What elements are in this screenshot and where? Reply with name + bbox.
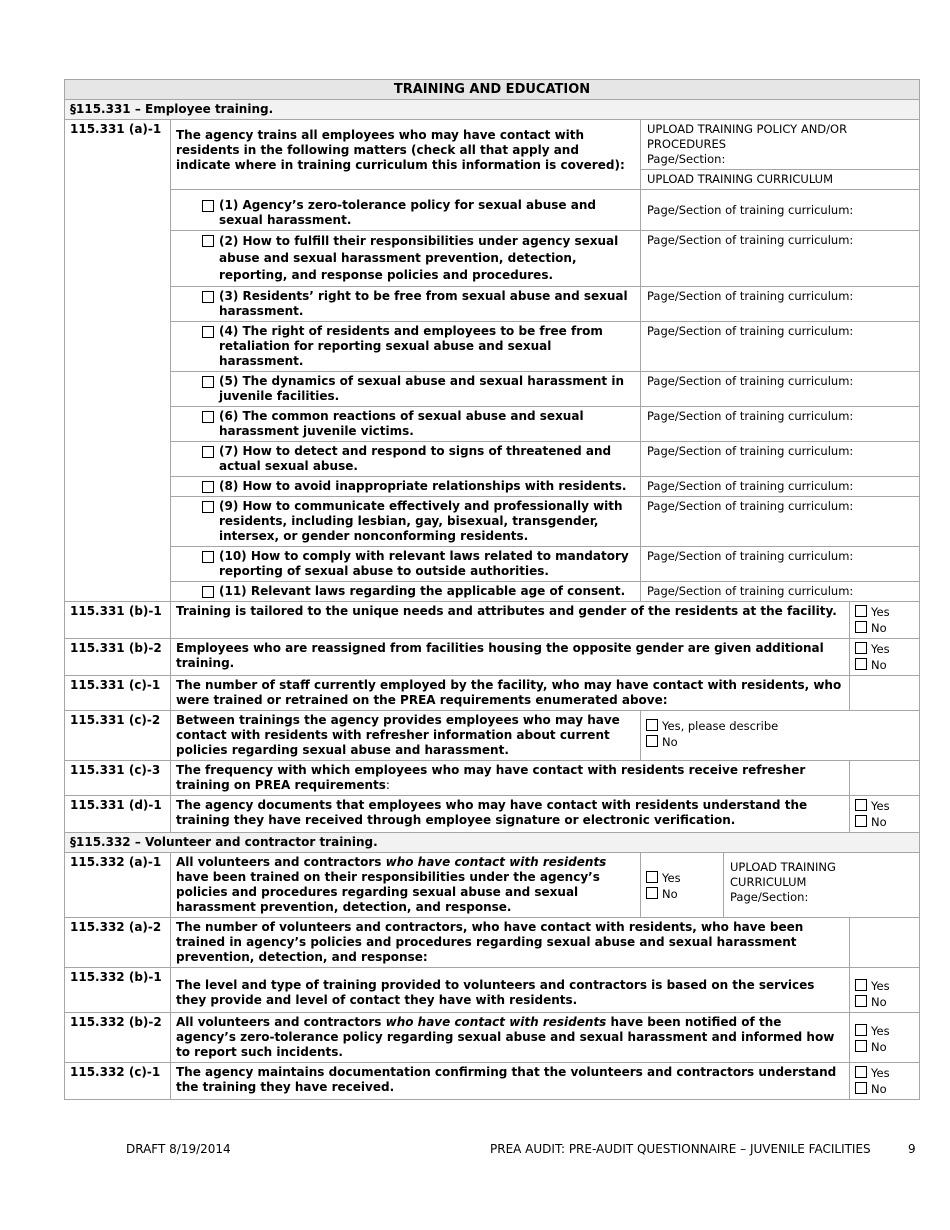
yes-label: Yes: [871, 799, 890, 813]
question-row-331-b1: [65, 602, 920, 639]
yes-describe-label: Yes, please describe: [662, 719, 779, 733]
question-row-331-d1: [65, 796, 920, 833]
item-text: (6) The common reactions of sexual abuse and sexual harassment juvenile victims.: [219, 409, 584, 438]
no-label: No: [871, 1082, 887, 1096]
checkbox[interactable]: [202, 235, 214, 247]
checkbox[interactable]: [202, 326, 214, 338]
answer-field[interactable]: [850, 761, 920, 796]
no-checkbox[interactable]: [646, 735, 658, 747]
question-row-332-a1: [65, 853, 920, 918]
curriculum-page-label: Page/Section of training curriculum:: [641, 497, 920, 547]
curriculum-page-label: Page/Section of training curriculum:: [641, 477, 920, 497]
item-text: (2) How to fulfill their responsibilities under agency sexual abuse and sexual harassment prevention, detection, reporting, and response policies and procedures.: [219, 234, 619, 282]
section-heading-332: §115.332 – Volunteer and contractor training.: [65, 833, 920, 853]
yes-no-cell: [850, 639, 920, 676]
question-text: The agency trains all employees who may have contact with residents in the following matters (check all that apply and indicate where in training curriculum this information is covered):: [171, 120, 641, 190]
question-text: Between trainings the agency provides employees who may have contact with residents with refresher information about current policies regarding sexual abuse and harassment.: [171, 711, 641, 761]
training-table: [64, 79, 920, 1100]
question-id: 115.331 (c)-3: [65, 761, 171, 796]
no-checkbox[interactable]: [855, 815, 867, 827]
item-row: [65, 497, 920, 547]
checkbox[interactable]: [202, 291, 214, 303]
curriculum-page-label: Page/Section of training curriculum:: [641, 231, 920, 287]
footer-draft: DRAFT 8/19/2014: [126, 1142, 231, 1156]
answer-field[interactable]: [850, 676, 920, 711]
item-row: [65, 322, 920, 372]
no-label: No: [871, 995, 887, 1009]
curriculum-page-label: Page/Section of training curriculum:: [641, 190, 920, 231]
item-text: (10) How to comply with relevant laws related to mandatory reporting of sexual abuse to outside authorities.: [219, 549, 629, 578]
yes-no-cell: [850, 602, 920, 639]
page-section-label: Page/Section:: [730, 890, 809, 904]
item-row: [65, 231, 920, 287]
no-label: No: [871, 621, 887, 635]
item-row: [65, 442, 920, 477]
yes-checkbox[interactable]: [855, 642, 867, 654]
no-checkbox[interactable]: [646, 887, 658, 899]
item-text: (3) Residents’ right to be free from sexual abuse and sexual harassment.: [219, 289, 628, 318]
question-row-332-a2: [65, 918, 920, 968]
section-heading-331: §115.331 – Employee training.: [65, 100, 920, 120]
question-text-part: have been trained on their responsibilities under the agency’s policies and procedures regarding sexual abuse and sexual harassment prevention, detection, and response.: [176, 870, 600, 914]
yes-label: Yes: [871, 605, 890, 619]
upload-cell: [724, 853, 920, 918]
no-checkbox[interactable]: [855, 621, 867, 633]
item-row: [65, 372, 920, 407]
checkbox[interactable]: [202, 200, 214, 212]
checkbox[interactable]: [202, 376, 214, 388]
question-text-emphasis: who have contact with residents: [385, 855, 607, 869]
question-text: The number of volunteers and contractors, who have contact with residents, who have been trained in agency’s policies and procedures regarding sexual abuse and sexual harassment prevention, detection, and response:: [171, 918, 850, 968]
curriculum-page-label: Page/Section of training curriculum:: [641, 582, 920, 602]
question-text: The agency maintains documentation confirming that the volunteers and contractors understand the training they have received.: [171, 1063, 850, 1100]
curriculum-page-label: Page/Section of training curriculum:: [641, 547, 920, 582]
item-row: [65, 547, 920, 582]
question-text: Training is tailored to the unique needs and attributes and gender of the residents at the facility.: [171, 602, 850, 639]
yes-no-cell: [850, 1063, 920, 1100]
curriculum-page-label: Page/Section of training curriculum:: [641, 372, 920, 407]
item-row: [65, 477, 920, 497]
question-row-332-b1: [65, 968, 920, 1013]
question-id: 115.331 (d)-1: [65, 796, 171, 833]
answer-field[interactable]: [850, 918, 920, 968]
question-id: 115.331 (c)-2: [65, 711, 171, 761]
yes-checkbox[interactable]: [855, 979, 867, 991]
question-text: [171, 1013, 850, 1063]
upload-cell: [641, 120, 920, 190]
question-text: The agency documents that employees who may have contact with residents understand the training they have received through employee signature or electronic verification.: [171, 796, 850, 833]
section-title: TRAINING AND EDUCATION: [65, 80, 920, 100]
yes-checkbox[interactable]: [646, 719, 658, 731]
question-text-part: All volunteers and contractors: [176, 1015, 386, 1029]
question-row-332-c1: [65, 1063, 920, 1100]
question-text: The level and type of training provided to volunteers and contractors is based on the services they provide and level of contact they have with residents.: [171, 968, 850, 1013]
yes-label: Yes: [871, 642, 890, 656]
yes-checkbox[interactable]: [855, 605, 867, 617]
yes-label: Yes: [662, 871, 681, 885]
no-checkbox[interactable]: [855, 1040, 867, 1052]
curriculum-page-label: Page/Section of training curriculum:: [641, 442, 920, 477]
question-text: [171, 853, 641, 918]
question-id: 115.331 (a)-1: [65, 120, 171, 190]
question-row-331-b2: [65, 639, 920, 676]
checkbox[interactable]: [202, 411, 214, 423]
yes-checkbox[interactable]: [855, 1066, 867, 1078]
item-text: (7) How to detect and respond to signs of threatened and actual sexual abuse.: [219, 444, 612, 473]
question-row-331-c3: [65, 761, 920, 796]
yes-checkbox[interactable]: [646, 871, 658, 883]
yes-label: Yes: [871, 979, 890, 993]
no-checkbox[interactable]: [855, 658, 867, 670]
question-row-332-b2: [65, 1013, 920, 1063]
upload-curriculum-label[interactable]: UPLOAD TRAINING CURRICULUM: [730, 860, 836, 889]
item-text: (9) How to communicate effectively and professionally with residents, including lesbian, gay, bisexual, transgender, intersex, or gender nonconforming residents.: [219, 499, 623, 543]
question-id: 115.332 (b)-2: [65, 1013, 171, 1063]
question-text-main: The frequency with which employees who may have contact with residents receive refresher training on PREA requirements: [176, 763, 806, 792]
no-label: No: [662, 887, 678, 901]
item-text: (5) The dynamics of sexual abuse and sexual harassment in juvenile facilities.: [219, 374, 624, 403]
question-text: The number of staff currently employed by the facility, who may have contact with residents, who were trained or retrained on the PREA requirements enumerated above:: [171, 676, 850, 711]
no-label: No: [871, 815, 887, 829]
item-row: [65, 190, 920, 231]
question-id: 115.331 (b)-2: [65, 639, 171, 676]
question-text-part: All volunteers and contractors: [176, 855, 386, 869]
form-page: [64, 79, 919, 1100]
question-text: Employees who are reassigned from facilities housing the opposite gender are given additional training.: [171, 639, 850, 676]
item-row: [65, 287, 920, 322]
footer-document-title: PREA AUDIT: PRE-AUDIT QUESTIONNAIRE – JUVENILE FACILITIES: [490, 1142, 871, 1156]
yes-checkbox[interactable]: [855, 1024, 867, 1036]
yes-no-cell: [850, 1013, 920, 1063]
item-text: (11) Relevant laws regarding the applicable age of consent.: [219, 584, 626, 598]
yes-label: Yes: [871, 1024, 890, 1038]
page-section-label: Page/Section:: [647, 152, 726, 166]
yes-no-cell: [641, 853, 724, 918]
question-row-331-c1: [65, 676, 920, 711]
checkbox[interactable]: [202, 551, 214, 563]
question-id: 115.332 (c)-1: [65, 1063, 171, 1100]
no-label: No: [871, 1040, 887, 1054]
curriculum-page-label: Page/Section of training curriculum:: [641, 287, 920, 322]
question-id: 115.332 (a)-1: [65, 853, 171, 918]
question-text-part: have been notified of the agency’s zero-tolerance policy regarding sexual abuse and sexual harassment and informed how to report such incidents.: [176, 1015, 835, 1059]
checkbox[interactable]: [202, 481, 214, 493]
no-checkbox[interactable]: [855, 995, 867, 1007]
no-label: No: [871, 658, 887, 672]
no-label: No: [662, 735, 678, 749]
checkbox[interactable]: [202, 501, 214, 513]
question-text: [171, 761, 850, 796]
curriculum-page-label: Page/Section of training curriculum:: [641, 407, 920, 442]
item-row: [65, 582, 920, 602]
question-id: 115.332 (a)-2: [65, 918, 171, 968]
item-text: (8) How to avoid inappropriate relationships with residents.: [219, 479, 627, 493]
question-id: 115.332 (b)-1: [65, 968, 171, 1013]
question-row-331-a1: [65, 120, 920, 190]
item-text: (4) The right of residents and employees to be free from retaliation for reporting sexual abuse and sexual harassment.: [219, 324, 603, 368]
no-checkbox[interactable]: [855, 1082, 867, 1094]
question-text-emphasis: who have contact with residents: [385, 1015, 607, 1029]
question-colon: :: [385, 778, 390, 792]
upload-policy-label[interactable]: UPLOAD TRAINING POLICY AND/OR PROCEDURES: [647, 122, 848, 151]
yes-no-cell: [850, 796, 920, 833]
question-id: 115.331 (c)-1: [65, 676, 171, 711]
curriculum-page-label: Page/Section of training curriculum:: [641, 322, 920, 372]
footer-page-number: 9: [908, 1142, 916, 1156]
yes-no-cell: [641, 711, 920, 761]
item-row: [65, 407, 920, 442]
question-row-331-c2: [65, 711, 920, 761]
item-text: (1) Agency’s zero-tolerance policy for sexual abuse and sexual harassment.: [219, 198, 596, 227]
question-id: 115.331 (b)-1: [65, 602, 171, 639]
yes-label: Yes: [871, 1066, 890, 1080]
yes-no-cell: [850, 968, 920, 1013]
yes-checkbox[interactable]: [855, 799, 867, 811]
upload-curriculum-label[interactable]: UPLOAD TRAINING CURRICULUM: [641, 169, 919, 189]
checkbox[interactable]: [202, 446, 214, 458]
checkbox[interactable]: [202, 586, 214, 598]
